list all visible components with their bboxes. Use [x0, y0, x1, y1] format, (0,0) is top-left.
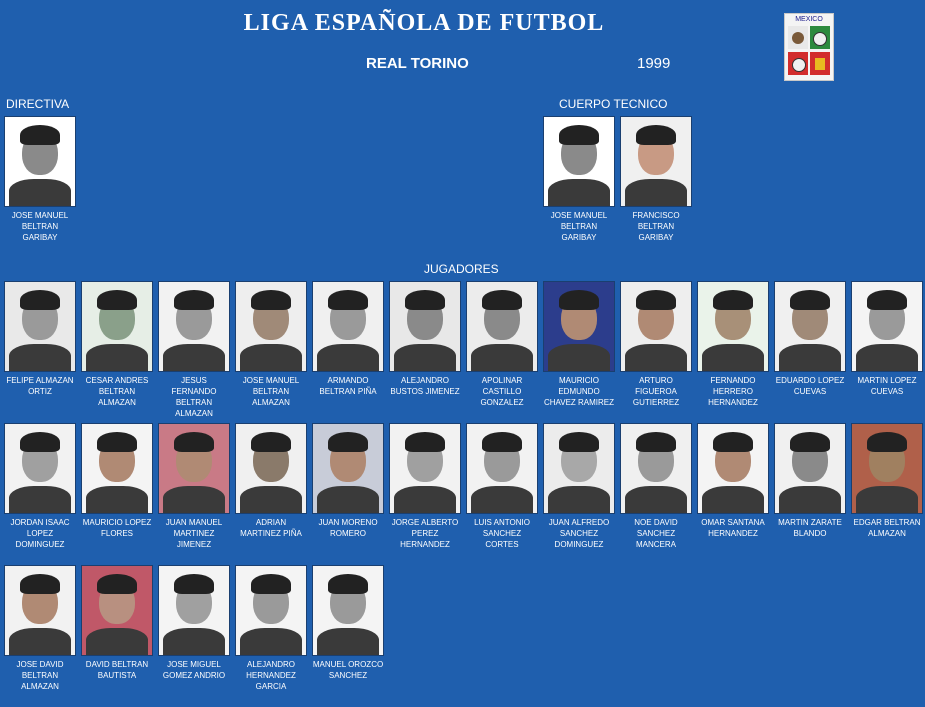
person-card	[774, 423, 846, 539]
person-photo	[543, 281, 615, 372]
person-name: EDGAR BELTRAN ALMAZAN	[853, 518, 921, 538]
person-card	[158, 423, 230, 550]
person-photo	[312, 281, 384, 372]
logo-text: MEXICO	[795, 16, 823, 23]
person-card	[81, 565, 153, 681]
person-card	[851, 281, 923, 397]
person-photo	[774, 281, 846, 372]
person-photo	[466, 423, 538, 514]
person-photo	[4, 423, 76, 514]
person-card	[312, 565, 384, 681]
person-card	[389, 423, 461, 550]
person-card	[235, 423, 307, 539]
federation-logo	[784, 13, 834, 81]
person-name: JOSE MANUEL BELTRAN GARIBAY	[550, 211, 608, 242]
person-card	[4, 423, 76, 550]
person-photo	[774, 423, 846, 514]
person-card	[620, 281, 692, 408]
person-name: JORGE ALBERTO PEREZ HERNANDEZ	[391, 518, 459, 549]
person-name: FRANCISCO BELTRAN GARIBAY	[632, 211, 680, 242]
person-photo	[235, 565, 307, 656]
person-card	[543, 423, 615, 550]
person-card	[543, 116, 615, 243]
person-name: MARTIN LOPEZ CUEVAS	[857, 376, 917, 396]
person-photo	[4, 281, 76, 372]
person-photo	[158, 281, 230, 372]
person-card	[389, 281, 461, 397]
person-photo	[235, 423, 307, 514]
person-photo	[312, 565, 384, 656]
person-name: JUAN ALFREDO SANCHEZ DOMINGUEZ	[548, 518, 610, 549]
person-photo	[466, 281, 538, 372]
team-name: REAL TORINO	[366, 55, 469, 72]
person-name: ARTURO FIGUEROA GUTIERREZ	[632, 376, 680, 407]
person-photo	[312, 423, 384, 514]
person-card	[312, 423, 384, 539]
person-card	[158, 565, 230, 681]
person-name: JESUS FERNANDO BELTRAN ALMAZAN	[171, 376, 217, 418]
person-name: JUAN MANUEL MARTINEZ JIMENEZ	[165, 518, 223, 549]
person-photo	[697, 423, 769, 514]
person-name: CESAR ANDRES BELTRAN ALMAZAN	[85, 376, 149, 407]
person-photo	[81, 281, 153, 372]
person-photo	[81, 565, 153, 656]
season-year: 1999	[637, 55, 671, 72]
person-name: MAURICIO LOPEZ FLORES	[82, 518, 152, 538]
person-card	[697, 281, 769, 408]
section-jugadores: JUGADORES	[424, 262, 499, 276]
person-card	[4, 565, 76, 692]
person-photo	[543, 116, 615, 207]
section-cuerpo-tecnico: CUERPO TECNICO	[559, 97, 668, 111]
person-name: ADRIAN MARTINEZ PIÑA	[240, 518, 302, 538]
person-name: JOSE DAVID BELTRAN ALMAZAN	[16, 660, 64, 691]
person-name: LUIS ANTONIO SANCHEZ CORTES	[474, 518, 530, 549]
person-card	[158, 281, 230, 419]
person-name: JUAN MORENO ROMERO	[318, 518, 378, 538]
person-card	[81, 281, 153, 408]
person-card	[235, 565, 307, 692]
person-name: EDUARDO LOPEZ CUEVAS	[775, 376, 845, 396]
person-card	[4, 116, 76, 243]
person-card	[851, 423, 923, 539]
section-directiva: DIRECTIVA	[6, 97, 70, 111]
person-name: DAVID BELTRAN BAUTISTA	[85, 660, 149, 680]
person-photo	[158, 423, 230, 514]
page-title: LIGA ESPAÑOLA DE FUTBOL	[243, 10, 605, 36]
person-name: JORDAN ISAAC LOPEZ DOMINGUEZ	[10, 518, 70, 549]
person-name: OMAR SANTANA HERNANDEZ	[701, 518, 765, 538]
person-name: MAURICIO EDMUNDO CHAVEZ RAMIREZ	[543, 376, 615, 407]
person-name: JOSE MIGUEL GOMEZ ANDRIO	[162, 660, 226, 680]
person-photo	[4, 565, 76, 656]
person-card	[774, 281, 846, 397]
person-card	[4, 281, 76, 397]
person-card	[543, 281, 615, 408]
person-photo	[851, 281, 923, 372]
person-name: MANUEL OROZCO SANCHEZ	[312, 660, 384, 680]
person-card	[235, 281, 307, 408]
person-photo	[235, 281, 307, 372]
person-photo	[543, 423, 615, 514]
person-name: NOE DAVID SANCHEZ MANCERA	[634, 518, 678, 549]
person-name: ARMANDO BELTRAN PIÑA	[319, 376, 377, 396]
person-card	[697, 423, 769, 539]
person-card	[466, 423, 538, 550]
person-name: MARTIN ZARATE BLANDO	[778, 518, 842, 538]
person-card	[620, 423, 692, 550]
person-photo	[389, 423, 461, 514]
person-photo	[81, 423, 153, 514]
person-photo	[620, 423, 692, 514]
person-photo	[158, 565, 230, 656]
person-photo	[620, 281, 692, 372]
person-name: FERNANDO HERRERO HERNANDEZ	[708, 376, 758, 407]
person-card	[620, 116, 692, 243]
person-name: JOSE MANUEL BELTRAN GARIBAY	[11, 211, 69, 242]
person-name: JOSE MANUEL BELTRAN ALMAZAN	[242, 376, 300, 407]
person-name: FELIPE ALMAZAN ORTIZ	[6, 376, 74, 396]
person-name: APOLINAR CASTILLO GONZALEZ	[480, 376, 524, 407]
person-photo	[851, 423, 923, 514]
person-name: ALEJANDRO BUSTOS JIMENEZ	[390, 376, 460, 396]
person-name: ALEJANDRO HERNANDEZ GARCIA	[246, 660, 296, 691]
person-card	[466, 281, 538, 408]
person-photo	[697, 281, 769, 372]
person-card	[81, 423, 153, 539]
person-photo	[4, 116, 76, 207]
person-card	[312, 281, 384, 397]
person-photo	[389, 281, 461, 372]
person-photo	[620, 116, 692, 207]
